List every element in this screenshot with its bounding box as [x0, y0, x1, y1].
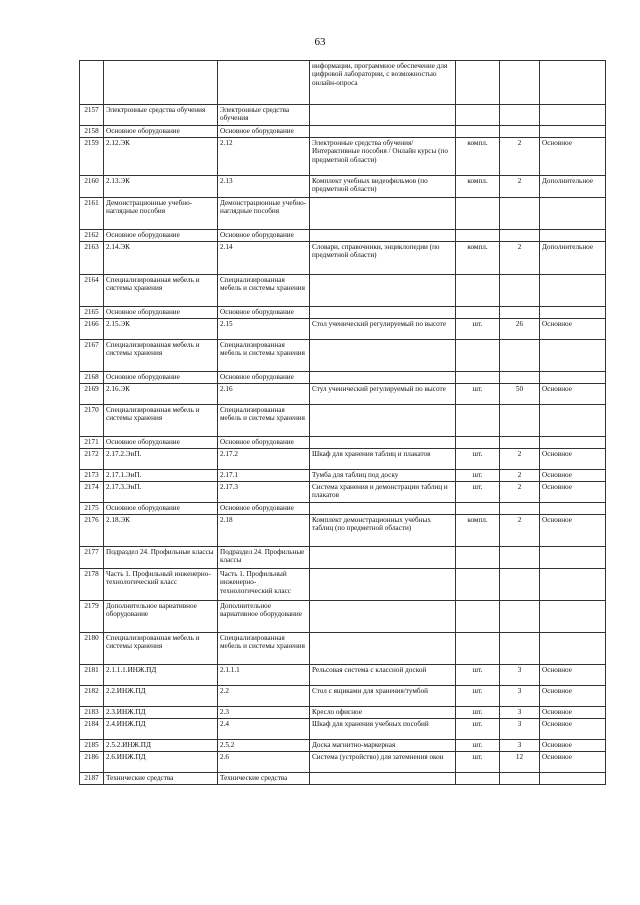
- item-name-cell: [310, 275, 456, 307]
- table-row: [80, 405, 606, 437]
- equipment-type-cell: [540, 307, 606, 319]
- row-number-cell: 2178: [80, 569, 104, 601]
- equipment-type-cell: [540, 61, 606, 105]
- unit-cell: [456, 437, 500, 449]
- equipment-type-cell: [540, 275, 606, 307]
- unit-cell: [456, 372, 500, 384]
- quantity-cell: [500, 773, 540, 785]
- table-row: [80, 752, 606, 773]
- quantity-cell: [500, 126, 540, 138]
- reference-cell: 2.17.3: [218, 482, 310, 503]
- unit-cell: [456, 405, 500, 437]
- quantity-cell: [500, 569, 540, 601]
- item-name-cell: Шкаф для хранения учебных пособий: [310, 719, 456, 740]
- row-number-cell: 2179: [80, 601, 104, 633]
- unit-cell: шт.: [456, 740, 500, 752]
- quantity-cell: [500, 340, 540, 372]
- row-number-cell: 2181: [80, 665, 104, 686]
- unit-cell: [456, 307, 500, 319]
- code-cell: Основное оборудование: [104, 230, 218, 242]
- unit-cell: компл.: [456, 176, 500, 198]
- item-name-cell: Словари, справочники, энциклопедии (по предметной области): [310, 242, 456, 275]
- quantity-cell: 3: [500, 719, 540, 740]
- code-cell: Демонстрационные учебно-наглядные пособия: [104, 198, 218, 230]
- item-name-cell: [310, 601, 456, 633]
- code-cell: 2.6.ИНЖ.ПД: [104, 752, 218, 773]
- quantity-cell: [500, 61, 540, 105]
- item-name-cell: Система (устройство) для затемнения окон: [310, 752, 456, 773]
- table-row: [80, 665, 606, 686]
- reference-cell: 2.5.2: [218, 740, 310, 752]
- unit-cell: [456, 105, 500, 126]
- equipment-type-cell: [540, 230, 606, 242]
- reference-cell: 2.17.1: [218, 470, 310, 482]
- reference-cell: Основное оборудование: [218, 307, 310, 319]
- equipment-type-cell: [540, 126, 606, 138]
- unit-cell: [456, 198, 500, 230]
- equipment-type-cell: Основное: [540, 707, 606, 719]
- table-row: [80, 515, 606, 547]
- item-name-cell: Стол с ящиками для хранения/тумбой: [310, 686, 456, 707]
- table-row: [80, 372, 606, 384]
- code-cell: 2.2.ИНЖ.ПД: [104, 686, 218, 707]
- reference-cell: Основное оборудование: [218, 372, 310, 384]
- unit-cell: шт.: [456, 707, 500, 719]
- table-row: [80, 449, 606, 470]
- code-cell: 2.17.2.ЭиП.: [104, 449, 218, 470]
- code-cell: Подраздел 24. Профильные классы: [104, 547, 218, 569]
- equipment-type-cell: [540, 773, 606, 785]
- code-cell: 2.3.ИНЖ.ПД: [104, 707, 218, 719]
- item-name-cell: Шкаф для хранения таблиц и плакатов: [310, 449, 456, 470]
- reference-cell: 2.16: [218, 384, 310, 405]
- reference-cell: Основное оборудование: [218, 230, 310, 242]
- quantity-cell: 2: [500, 242, 540, 275]
- reference-cell: 2.4: [218, 719, 310, 740]
- reference-cell: 2.6: [218, 752, 310, 773]
- code-cell: 2.4.ИНЖ.ПД: [104, 719, 218, 740]
- page-number: 63: [314, 36, 326, 48]
- reference-cell: 2.15: [218, 319, 310, 340]
- code-cell: 2.13.ЭК: [104, 176, 218, 198]
- code-cell: Специализированная мебель и системы хранения: [104, 275, 218, 307]
- code-cell: Технические средства: [104, 773, 218, 785]
- reference-cell: Специализированная мебель и системы хранения: [218, 405, 310, 437]
- unit-cell: [456, 601, 500, 633]
- table-row: [80, 61, 606, 105]
- quantity-cell: [500, 503, 540, 515]
- unit-cell: [456, 633, 500, 665]
- quantity-cell: 2: [500, 470, 540, 482]
- code-cell: Специализированная мебель и системы хранения: [104, 340, 218, 372]
- quantity-cell: [500, 307, 540, 319]
- unit-cell: [456, 569, 500, 601]
- row-number-cell: 2161: [80, 198, 104, 230]
- code-cell: [104, 61, 218, 105]
- unit-cell: шт.: [456, 384, 500, 405]
- table-row: [80, 707, 606, 719]
- equipment-type-cell: [540, 437, 606, 449]
- row-number-cell: 2183: [80, 707, 104, 719]
- item-name-cell: [310, 372, 456, 384]
- row-number-cell: 2163: [80, 242, 104, 275]
- table-row: [80, 773, 606, 785]
- row-number-cell: 2185: [80, 740, 104, 752]
- quantity-cell: [500, 198, 540, 230]
- quantity-cell: [500, 633, 540, 665]
- unit-cell: шт.: [456, 470, 500, 482]
- code-cell: Основное оборудование: [104, 307, 218, 319]
- reference-cell: Часть 1. Профильный инженерно-технологический класс: [218, 569, 310, 601]
- equipment-type-cell: [540, 569, 606, 601]
- item-name-cell: [310, 633, 456, 665]
- code-cell: Специализированная мебель и системы хранения: [104, 633, 218, 665]
- quantity-cell: 2: [500, 482, 540, 503]
- table-row: [80, 719, 606, 740]
- reference-cell: Демонстрационные учебно-наглядные пособия: [218, 198, 310, 230]
- code-cell: Часть 1. Профильный инженерно-технологический класс: [104, 569, 218, 601]
- unit-cell: [456, 503, 500, 515]
- table-row: [80, 307, 606, 319]
- quantity-cell: [500, 275, 540, 307]
- unit-cell: [456, 126, 500, 138]
- quantity-cell: [500, 372, 540, 384]
- row-number-cell: 2162: [80, 230, 104, 242]
- table-row: [80, 633, 606, 665]
- equipment-type-cell: Основное: [540, 384, 606, 405]
- code-cell: 2.17.3.ЭиП.: [104, 482, 218, 503]
- table-row: [80, 230, 606, 242]
- quantity-cell: [500, 547, 540, 569]
- row-number-cell: 2182: [80, 686, 104, 707]
- reference-cell: Специализированная мебель и системы хранения: [218, 275, 310, 307]
- quantity-cell: 3: [500, 665, 540, 686]
- equipment-type-cell: [540, 601, 606, 633]
- row-number-cell: 2175: [80, 503, 104, 515]
- item-name-cell: [310, 126, 456, 138]
- item-name-cell: [310, 547, 456, 569]
- unit-cell: [456, 547, 500, 569]
- table-row: [80, 176, 606, 198]
- quantity-cell: 2: [500, 176, 540, 198]
- item-name-cell: Тумба для таблиц под доску: [310, 470, 456, 482]
- unit-cell: компл.: [456, 242, 500, 275]
- table-row: [80, 319, 606, 340]
- quantity-cell: 12: [500, 752, 540, 773]
- equipment-type-cell: Основное: [540, 482, 606, 503]
- code-cell: 2.5.2.ИНЖ.ПД: [104, 740, 218, 752]
- item-name-cell: информации, программное обеспечение для цифровой лаборатории, с возможностью онлайн-опроса: [310, 61, 456, 105]
- quantity-cell: 2: [500, 515, 540, 547]
- code-cell: 2.17.1.ЭиП.: [104, 470, 218, 482]
- row-number-cell: 2171: [80, 437, 104, 449]
- row-number-cell: 2174: [80, 482, 104, 503]
- unit-cell: [456, 275, 500, 307]
- row-number-cell: 2177: [80, 547, 104, 569]
- quantity-cell: 3: [500, 686, 540, 707]
- quantity-cell: [500, 105, 540, 126]
- row-number-cell: 2159: [80, 138, 104, 176]
- row-number-cell: 2184: [80, 719, 104, 740]
- row-number-cell: 2172: [80, 449, 104, 470]
- code-cell: 2.12.ЭК: [104, 138, 218, 176]
- reference-cell: 2.12: [218, 138, 310, 176]
- reference-cell: 2.1.1.1: [218, 665, 310, 686]
- item-name-cell: Стол ученический регулируемый по высоте: [310, 319, 456, 340]
- quantity-cell: [500, 601, 540, 633]
- table-row: [80, 105, 606, 126]
- table-body: [80, 61, 606, 785]
- reference-cell: Подраздел 24. Профильные классы: [218, 547, 310, 569]
- item-name-cell: [310, 773, 456, 785]
- equipment-type-cell: Основное: [540, 319, 606, 340]
- table-row: [80, 503, 606, 515]
- item-name-cell: [310, 437, 456, 449]
- row-number-cell: 2186: [80, 752, 104, 773]
- unit-cell: шт.: [456, 686, 500, 707]
- item-name-cell: Система хранения и демонстрации таблиц и плакатов: [310, 482, 456, 503]
- table-row: [80, 198, 606, 230]
- quantity-cell: 26: [500, 319, 540, 340]
- table-row: [80, 126, 606, 138]
- unit-cell: [456, 61, 500, 105]
- table-row: [80, 482, 606, 503]
- table-row: [80, 686, 606, 707]
- equipment-type-cell: [540, 198, 606, 230]
- row-number-cell: 2173: [80, 470, 104, 482]
- item-name-cell: Электронные средства обучения/Интерактивные пособия / Онлайн курсы (по предметной области): [310, 138, 456, 176]
- code-cell: 2.16.ЭК: [104, 384, 218, 405]
- row-number-cell: 2167: [80, 340, 104, 372]
- reference-cell: [218, 61, 310, 105]
- item-name-cell: Кресло офисное: [310, 707, 456, 719]
- row-number-cell: 2157: [80, 105, 104, 126]
- equipment-type-cell: [540, 547, 606, 569]
- equipment-type-cell: [540, 503, 606, 515]
- code-cell: 2.14.ЭК: [104, 242, 218, 275]
- equipment-type-cell: Основное: [540, 740, 606, 752]
- item-name-cell: Комплект учебных видеофильмов (по предметной области): [310, 176, 456, 198]
- equipment-type-cell: [540, 105, 606, 126]
- equipment-type-cell: Дополнительное: [540, 242, 606, 275]
- unit-cell: [456, 230, 500, 242]
- code-cell: Специализированная мебель и системы хранения: [104, 405, 218, 437]
- equipment-type-cell: Основное: [540, 719, 606, 740]
- equipment-table: [79, 60, 606, 785]
- code-cell: Основное оборудование: [104, 503, 218, 515]
- code-cell: Дополнительное вариативное оборудование: [104, 601, 218, 633]
- equipment-type-cell: [540, 340, 606, 372]
- equipment-type-cell: Основное: [540, 665, 606, 686]
- item-name-cell: [310, 569, 456, 601]
- unit-cell: компл.: [456, 515, 500, 547]
- reference-cell: 2.14: [218, 242, 310, 275]
- quantity-cell: 3: [500, 740, 540, 752]
- code-cell: 2.1.1.1.ИНЖ.ПД: [104, 665, 218, 686]
- unit-cell: шт.: [456, 665, 500, 686]
- row-number-cell: 2160: [80, 176, 104, 198]
- equipment-type-cell: [540, 633, 606, 665]
- table-row: [80, 437, 606, 449]
- reference-cell: Основное оборудование: [218, 437, 310, 449]
- row-number-cell: 2180: [80, 633, 104, 665]
- unit-cell: [456, 773, 500, 785]
- equipment-type-cell: Основное: [540, 470, 606, 482]
- code-cell: Основное оборудование: [104, 126, 218, 138]
- row-number-cell: 2170: [80, 405, 104, 437]
- row-number-cell: 2165: [80, 307, 104, 319]
- reference-cell: 2.2: [218, 686, 310, 707]
- quantity-cell: [500, 437, 540, 449]
- row-number-cell: 2187: [80, 773, 104, 785]
- item-name-cell: [310, 230, 456, 242]
- equipment-type-cell: Основное: [540, 449, 606, 470]
- reference-cell: 2.17.2: [218, 449, 310, 470]
- reference-cell: 2.3: [218, 707, 310, 719]
- equipment-type-cell: Основное: [540, 138, 606, 176]
- unit-cell: шт.: [456, 719, 500, 740]
- equipment-type-cell: Основное: [540, 686, 606, 707]
- quantity-cell: 50: [500, 384, 540, 405]
- code-cell: 2.18.ЭК: [104, 515, 218, 547]
- quantity-cell: 2: [500, 138, 540, 176]
- unit-cell: [456, 340, 500, 372]
- quantity-cell: [500, 230, 540, 242]
- table-row: [80, 242, 606, 275]
- code-cell: Основное оборудование: [104, 372, 218, 384]
- unit-cell: компл.: [456, 138, 500, 176]
- quantity-cell: 3: [500, 707, 540, 719]
- equipment-type-cell: Основное: [540, 515, 606, 547]
- quantity-cell: 2: [500, 449, 540, 470]
- row-number-cell: 2168: [80, 372, 104, 384]
- equipment-type-cell: Дополнительное: [540, 176, 606, 198]
- row-number-cell: 2176: [80, 515, 104, 547]
- unit-cell: шт.: [456, 319, 500, 340]
- item-name-cell: Стул ученический регулируемый по высоте: [310, 384, 456, 405]
- item-name-cell: Рельсовая система с классной доской: [310, 665, 456, 686]
- row-number-cell: 2164: [80, 275, 104, 307]
- reference-cell: Специализированная мебель и системы хранения: [218, 340, 310, 372]
- table-row: [80, 384, 606, 405]
- row-number-cell: [80, 61, 104, 105]
- reference-cell: Специализированная мебель и системы хранения: [218, 633, 310, 665]
- table-row: [80, 138, 606, 176]
- reference-cell: Дополнительное вариативное оборудование: [218, 601, 310, 633]
- item-name-cell: Комплект демонстрационных учебных таблиц (по предметной области): [310, 515, 456, 547]
- item-name-cell: [310, 405, 456, 437]
- code-cell: Основное оборудование: [104, 437, 218, 449]
- item-name-cell: [310, 105, 456, 126]
- row-number-cell: 2166: [80, 319, 104, 340]
- table-row: [80, 740, 606, 752]
- item-name-cell: [310, 340, 456, 372]
- reference-cell: Электронные средства обучения: [218, 105, 310, 126]
- equipment-type-cell: [540, 405, 606, 437]
- row-number-cell: 2158: [80, 126, 104, 138]
- table-row: [80, 569, 606, 601]
- unit-cell: шт.: [456, 752, 500, 773]
- item-name-cell: Доска магнитно-маркерная: [310, 740, 456, 752]
- row-number-cell: 2169: [80, 384, 104, 405]
- quantity-cell: [500, 405, 540, 437]
- table-row: [80, 547, 606, 569]
- reference-cell: Основное оборудование: [218, 503, 310, 515]
- table-row: [80, 275, 606, 307]
- unit-cell: шт.: [456, 449, 500, 470]
- table-row: [80, 340, 606, 372]
- unit-cell: шт.: [456, 482, 500, 503]
- item-name-cell: [310, 307, 456, 319]
- code-cell: 2.15.ЭК: [104, 319, 218, 340]
- item-name-cell: [310, 198, 456, 230]
- reference-cell: 2.18: [218, 515, 310, 547]
- reference-cell: Основное оборудование: [218, 126, 310, 138]
- table-row: [80, 470, 606, 482]
- reference-cell: 2.13: [218, 176, 310, 198]
- equipment-type-cell: Основное: [540, 752, 606, 773]
- item-name-cell: [310, 503, 456, 515]
- equipment-type-cell: [540, 372, 606, 384]
- table-row: [80, 601, 606, 633]
- reference-cell: Технические средства: [218, 773, 310, 785]
- code-cell: Электронные средства обучения: [104, 105, 218, 126]
